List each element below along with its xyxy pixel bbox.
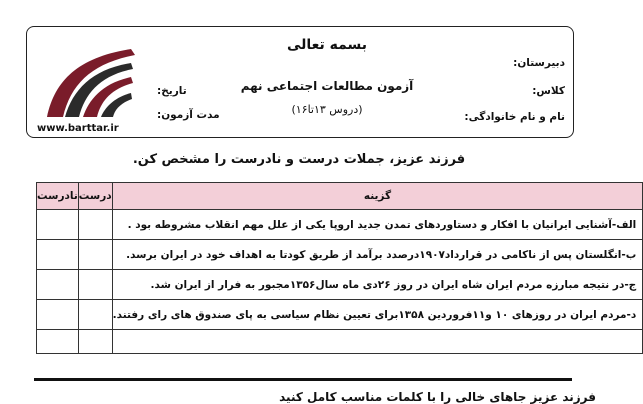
page-title: بسمه تعالی: [286, 37, 368, 53]
correct-cell[interactable]: [78, 240, 112, 270]
next-section-text: فرزند عزیز جاهای خالی را با کلمات مناسب کامل کنید: [279, 390, 596, 404]
question-text: ج-در نتیجه مبارزه مردم ایران شاه ایران در روز ۲۶دی ماه سال۱۳۵۶مجبور به فرار از ایران شد.: [112, 270, 643, 300]
true-false-table: [36, 182, 643, 354]
question-text: د-مردم ایران در روزهای ۱۰ و۱۱فروردین ۱۳۵۸برای تعیین نظام سیاسی به پای صندوق های رای رفتند.: [112, 300, 643, 330]
correct-cell[interactable]: [78, 270, 112, 300]
correct-cell[interactable]: [78, 300, 112, 330]
header-incorrect: نادرست: [37, 183, 79, 210]
table-header-row: [37, 183, 643, 210]
question-text: الف-آشنایی ایرانیان با افکار و دستاوردهای تمدن جدید اروپا یکی از علل مهم انقلاب مشروطه بود .: [112, 210, 643, 240]
incorrect-cell[interactable]: [37, 240, 79, 270]
incorrect-cell[interactable]: [37, 300, 79, 330]
table-row: [37, 270, 643, 300]
question-text: ب-انگلستان پس از ناکامی در قرارداد۱۹۰۷درصدد برآمد از طریق کودتا به اهداف خود در ایران برسد.: [112, 240, 643, 270]
duration-label: مدت آزمون:: [157, 109, 220, 121]
table-row: [37, 300, 643, 330]
incorrect-cell[interactable]: [37, 330, 79, 354]
logo: [35, 39, 145, 137]
exam-lessons: (دروس ۱۳تا۱۶): [291, 103, 363, 116]
question-text: [112, 330, 643, 354]
logo-mark-icon: [35, 39, 145, 125]
table-row-empty: [37, 330, 643, 354]
table-row: [37, 240, 643, 270]
incorrect-cell[interactable]: [37, 270, 79, 300]
logo-url: www.barttar.ir: [37, 123, 119, 134]
section-divider: [34, 378, 572, 381]
name-label: نام و نام خانوادگی:: [464, 111, 565, 123]
class-label: کلاس:: [532, 85, 565, 97]
header-option: گزینه: [112, 183, 643, 210]
exam-name: آزمون مطالعات اجتماعی نهم: [240, 79, 414, 93]
instruction-text: فرزند عزیز، جملات درست و نادرست را مشخص کن.: [132, 152, 466, 167]
correct-cell[interactable]: [78, 330, 112, 354]
table-row: [37, 210, 643, 240]
incorrect-cell[interactable]: [37, 210, 79, 240]
date-label: تاریخ:: [157, 85, 187, 97]
header-correct: درست: [78, 183, 112, 210]
exam-header: [26, 26, 574, 138]
correct-cell[interactable]: [78, 210, 112, 240]
school-label: دبیرستان:: [513, 57, 565, 69]
